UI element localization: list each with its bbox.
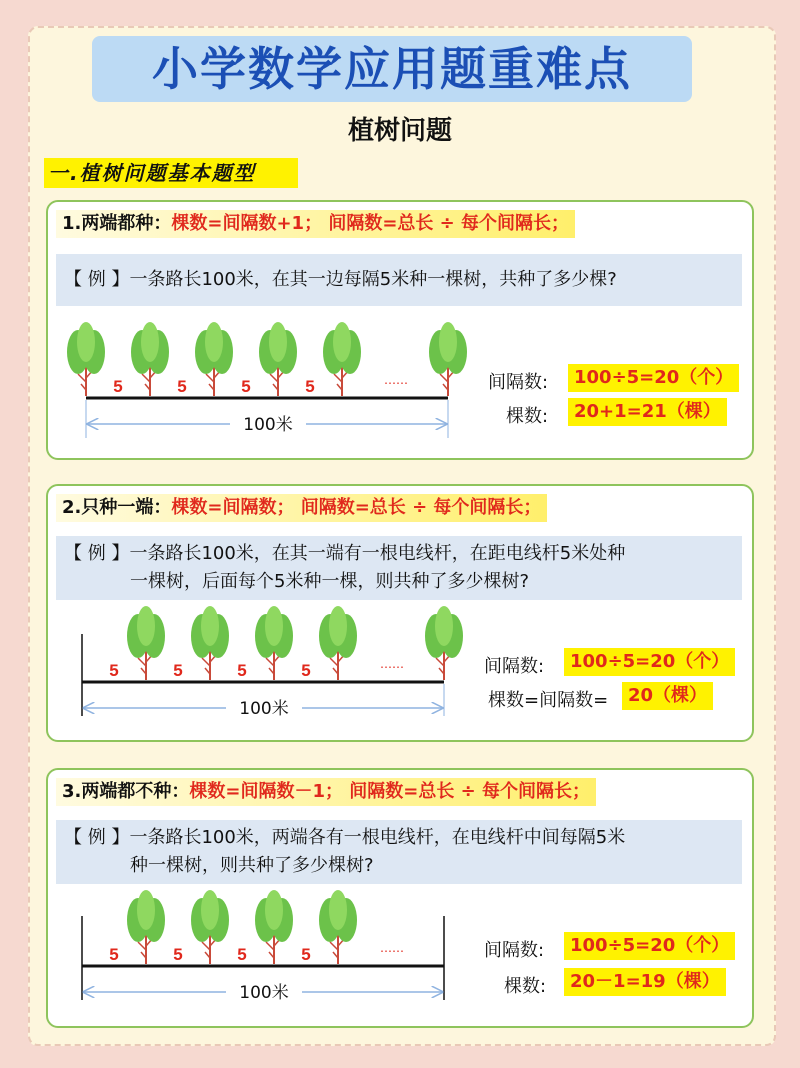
example-box <box>56 254 742 306</box>
answer-interval-label: 间隔数: <box>484 656 545 677</box>
rule-formula: 棵数=间隔数+1； 间隔数=总长 ÷ 每个间隔长； <box>171 213 570 234</box>
example-text: 【 例 】一条路长100米，在其一边每隔5米种一棵树，共种了多少棵? <box>64 269 617 290</box>
card-both-ends <box>46 200 754 460</box>
gap-label: 5 <box>173 945 183 964</box>
length-label: 100米 <box>239 699 289 719</box>
answer-interval-label: 间隔数: <box>484 940 545 961</box>
answer-trees-label: 棵数: <box>504 976 547 997</box>
answer-trees-value: 20+1=21（棵） <box>568 398 727 426</box>
gap-label: 5 <box>109 661 119 680</box>
tree-icon <box>319 606 357 680</box>
subtitle: 植树问题 <box>347 116 452 146</box>
tree-icon <box>191 606 229 680</box>
example-text-line1: 【 例 】一条路长100米，在其一端有一根电线杆，在距电线杆5米处种 <box>64 543 626 564</box>
tree-diagram <box>48 320 488 442</box>
tree-icon <box>425 606 463 680</box>
main-title: 小学数学应用题重难点 <box>92 36 692 102</box>
example-text-line1: 【 例 】一条路长100米，两端各有一根电线杆，在电线杆中间每隔5米 <box>64 827 626 848</box>
tree-icon <box>323 322 361 396</box>
answer-trees-label: 棵数: <box>506 406 549 427</box>
ellipsis: …… <box>384 373 408 387</box>
card-one-end <box>46 484 754 742</box>
tree-icon <box>429 322 467 396</box>
tree-icon <box>127 606 165 680</box>
answer-interval-value: 100÷5=20（个） <box>564 932 735 960</box>
tree-icon <box>191 890 229 964</box>
gap-label: 5 <box>113 377 123 396</box>
tree-icon <box>255 890 293 964</box>
rule-label: 3.两端都不种： <box>62 781 190 802</box>
gap-label: 5 <box>173 661 183 680</box>
gap-label: 5 <box>237 945 247 964</box>
rule-line <box>56 210 575 238</box>
rule-formula: 棵数=间隔数； 间隔数=总长 ÷ 每个间隔长； <box>171 497 542 518</box>
length-label: 100米 <box>239 983 289 1003</box>
example-text-line2: 种一棵树，则共种了多少棵树? <box>130 855 374 876</box>
answer-interval-label: 间隔数: <box>488 372 549 393</box>
example-text-line2: 一棵树，后面每个5米种一棵，则共种了多少棵树? <box>130 571 530 592</box>
length-label: 100米 <box>243 415 293 435</box>
gap-label: 5 <box>109 945 119 964</box>
rule-formula: 棵数=间隔数－1； 间隔数=总长 ÷ 每个间隔长； <box>189 781 590 802</box>
example-box <box>56 536 742 600</box>
gap-label: 5 <box>177 377 187 396</box>
gap-label: 5 <box>305 377 315 396</box>
tree-icon <box>259 322 297 396</box>
answer-trees-value: 20（棵） <box>622 682 713 710</box>
tree-icon <box>127 890 165 964</box>
card-neither-end <box>46 768 754 1028</box>
example-box <box>56 820 742 884</box>
rule-line <box>56 778 596 806</box>
tree-icon <box>131 322 169 396</box>
gap-label: 5 <box>301 661 311 680</box>
tree-icon <box>319 890 357 964</box>
gap-label: 5 <box>237 661 247 680</box>
tree-diagram <box>48 888 488 1010</box>
ellipsis: …… <box>380 657 404 671</box>
answer-trees-value: 20－1=19（棵） <box>564 968 726 996</box>
answer-trees-label: 棵数=间隔数= <box>488 690 609 711</box>
answer-interval-value: 100÷5=20（个） <box>568 364 739 392</box>
gap-label: 5 <box>241 377 251 396</box>
gap-label: 5 <box>301 945 311 964</box>
tree-icon <box>255 606 293 680</box>
rule-label: 2.只种一端： <box>62 497 172 518</box>
tree-diagram <box>48 604 488 726</box>
tree-icon <box>67 322 105 396</box>
answer-interval-value: 100÷5=20（个） <box>564 648 735 676</box>
section-title: 一.植树问题基本题型 <box>44 158 298 188</box>
rule-line <box>56 494 547 522</box>
rule-label: 1.两端都种： <box>62 213 172 234</box>
ellipsis: …… <box>380 941 404 955</box>
tree-icon <box>195 322 233 396</box>
